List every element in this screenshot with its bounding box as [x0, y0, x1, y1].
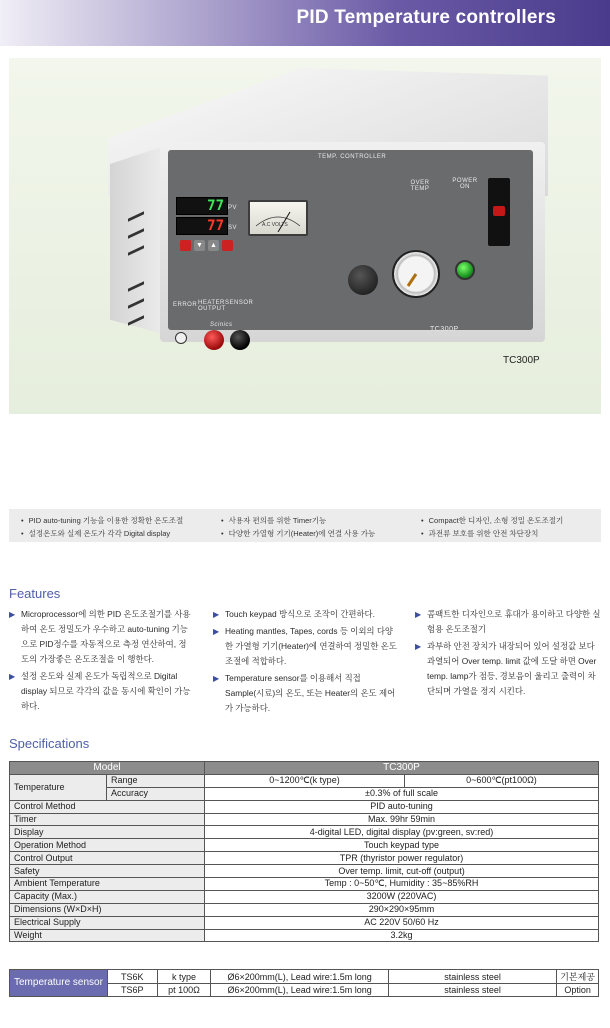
dial-pointer-icon: [394, 252, 438, 296]
accuracy-value: ±0.3% of full scale: [205, 787, 599, 800]
sensor-label: SENSOR: [225, 300, 254, 306]
spec-label: Display: [10, 826, 205, 839]
power-lamp: [455, 260, 475, 280]
feature-item: ▶ Touch keypad 방식으로 조작이 간편하다.: [213, 607, 401, 622]
meter-needle-icon: [250, 202, 306, 234]
feature-item: ▶ Heating mantles, Tapes, cords 등 이외의 다양한 가열형 기기(Heater)에 연결하여 정밀한 온도조절에 적합하다.: [213, 626, 397, 666]
spec-label: Operation Method: [10, 839, 205, 852]
arrow-icon: ▶: [213, 674, 220, 683]
spec-value: 3.2kg: [205, 929, 599, 942]
sensor-spec: Ø6×200mm(L), Lead wire:1.5m long: [211, 970, 389, 984]
spec-value: 4-digital LED, digital display (pv:green, sv:red): [205, 826, 599, 839]
heater-label: HEATER OUTPUT: [198, 300, 226, 312]
summary-item: • PID auto-tuning 기능을 이용한 정확한 온도조절: [21, 515, 183, 526]
features-title: Features: [9, 586, 61, 601]
arrow-icon: ▶: [415, 610, 422, 619]
spec-label: Control Output: [10, 852, 205, 865]
feature-item: ▶ 콤팩트한 디자인으로 휴대가 용이하고 다양한 실험용 온도조절기: [415, 609, 601, 634]
accuracy-label: Accuracy: [107, 787, 205, 800]
meter-label: A.C VOLTS: [262, 222, 288, 228]
timer-knob[interactable]: [348, 265, 378, 295]
feature-item: ▶ 과부하 안전 장치가 내장되어 있어 설정값 보다 과열되어 Over temp. limit 값에 도달 하면 Over temp. lamp가 점등, 경보음이 울리고 출력이 차단되며 가열을 정지 시킨다.: [415, 641, 597, 696]
features-column-2: [213, 607, 401, 718]
voltmeter: [248, 200, 308, 236]
features-column-3: [415, 607, 602, 701]
key-at[interactable]: [222, 240, 233, 251]
sensor-material: stainless steel: [388, 984, 556, 997]
table-row: [10, 890, 599, 903]
spec-value: TPR (thyristor power regulator): [205, 852, 599, 865]
switch-rocker: [493, 206, 505, 216]
sensor-label: Temperature sensor: [10, 970, 108, 997]
sensor-material: stainless steel: [388, 970, 556, 984]
feature-item: ▶ 설정 온도와 실제 온도가 독립적으로 Digital display 되므로 각각의 값을 동시에 확인이 가능하다.: [9, 671, 191, 711]
summary-item: • 사용자 편의를 위한 Timer기능: [221, 515, 326, 526]
specifications-title: Specifications: [9, 736, 90, 751]
summary-box: [9, 509, 601, 542]
sensor-table: [9, 969, 599, 997]
spec-rows: [10, 800, 599, 942]
specifications-table: [9, 761, 599, 942]
table-row: [10, 970, 599, 984]
range-pt-value: 0~600℃(pt100Ω): [405, 774, 599, 787]
spec-label: Timer: [10, 813, 205, 826]
key-down[interactable]: ▼: [194, 240, 205, 251]
summary-item: • 다양한 가열형 기기(Heater)에 연결 사용 가능: [221, 528, 375, 539]
table-row: [10, 800, 599, 813]
sv-tag: SV: [228, 225, 238, 231]
arrow-icon: ▶: [415, 642, 422, 651]
model-caption: TC300P: [503, 355, 540, 366]
sensor-type: k type: [157, 970, 211, 984]
power-label: POWER ON: [452, 178, 478, 190]
sensor-spec: Ø6×200mm(L), Lead wire:1.5m long: [211, 984, 389, 997]
panel-model: TC300P: [430, 326, 459, 333]
table-row: [10, 903, 599, 916]
sensor-type: pt 100Ω: [157, 984, 211, 997]
summary-item: • 과전류 보호를 위한 안전 차단장치: [421, 528, 538, 539]
power-switch[interactable]: [488, 178, 510, 246]
key-set[interactable]: [180, 240, 191, 251]
spec-label: Dimensions (W×D×H): [10, 903, 205, 916]
table-row: [10, 916, 599, 929]
spec-label: Electrical Supply: [10, 916, 205, 929]
panel-title: TEMP. CONTROLLER: [318, 154, 387, 160]
page-header: [0, 0, 610, 46]
spec-value: Temp : 0~50℃, Humidity : 35~85%RH: [205, 878, 599, 891]
range-k-value: 0~1200℃(k type): [205, 774, 405, 787]
sensor-note: 기본제공: [557, 970, 599, 984]
error-indicator: [175, 332, 187, 344]
header-value: TC300P: [205, 762, 599, 775]
feature-item: ▶ Temperature sensor를 이용해서 직접 Sample(시료)의 온도, 또는 Heater의 온도 제어가 가능하다.: [213, 673, 396, 713]
table-row: [10, 839, 599, 852]
table-row: [10, 813, 599, 826]
range-label: Range: [107, 774, 205, 787]
spec-label: Ambient Temperature: [10, 878, 205, 891]
sensor-jack[interactable]: [230, 330, 250, 350]
pv-tag: PV: [228, 205, 238, 211]
sensor-model: TS6P: [107, 984, 157, 997]
heater-output-jack[interactable]: [204, 330, 224, 350]
header-model: Model: [10, 762, 205, 775]
spec-value: AC 220V 50/60 Hz: [205, 916, 599, 929]
table-row: [10, 826, 599, 839]
features-column-1: [9, 607, 193, 716]
arrow-icon: ▶: [9, 610, 16, 619]
table-row: [10, 878, 599, 891]
spec-label: Safety: [10, 865, 205, 878]
table-row: [10, 865, 599, 878]
pv-display: 77: [176, 197, 228, 215]
table-row: [10, 929, 599, 942]
table-row: [10, 774, 599, 787]
sv-display: 77: [176, 217, 228, 235]
arrow-icon: ▶: [213, 610, 220, 619]
over-temp-label: OVER TEMP: [410, 180, 430, 192]
brand-label: Scinics: [210, 322, 233, 328]
feature-item: ▶ Microprocessor에 의한 PID 온도조절기를 사용하여 온도 정밀도가 우수하고 auto-tuning 기능으로 PID정수를 자동적으로 측정 연산하여, 정도의 가장좋은 온도조절을 이 행한다.: [9, 609, 191, 664]
temperature-label: Temperature: [10, 774, 107, 800]
over-temp-dial[interactable]: [392, 250, 440, 298]
summary-item: • 설정온도와 실제 온도가 각각 Digital display: [21, 528, 170, 539]
arrow-icon: ▶: [9, 672, 16, 681]
page-title: PID Temperature controllers: [296, 7, 556, 28]
arrow-icon: ▶: [213, 627, 220, 636]
sensor-model: TS6K: [107, 970, 157, 984]
spec-label: Capacity (Max.): [10, 890, 205, 903]
table-header-row: [10, 762, 599, 775]
spec-value: Touch keypad type: [205, 839, 599, 852]
spec-label: Control Method: [10, 800, 205, 813]
spec-label: Weight: [10, 929, 205, 942]
error-label: ERROR: [173, 302, 198, 308]
spec-value: Max. 99hr 59min: [205, 813, 599, 826]
spec-value: Over temp. limit, cut-off (output): [205, 865, 599, 878]
sensor-note: Option: [557, 984, 599, 997]
spec-value: 3200W (220VAC): [205, 890, 599, 903]
summary-item: • Compact한 디자인, 소형 정밀 온도조절기: [421, 515, 563, 526]
table-row: [10, 852, 599, 865]
spec-value: PID auto-tuning: [205, 800, 599, 813]
spec-value: 290×290×95mm: [205, 903, 599, 916]
key-up[interactable]: ▲: [208, 240, 219, 251]
